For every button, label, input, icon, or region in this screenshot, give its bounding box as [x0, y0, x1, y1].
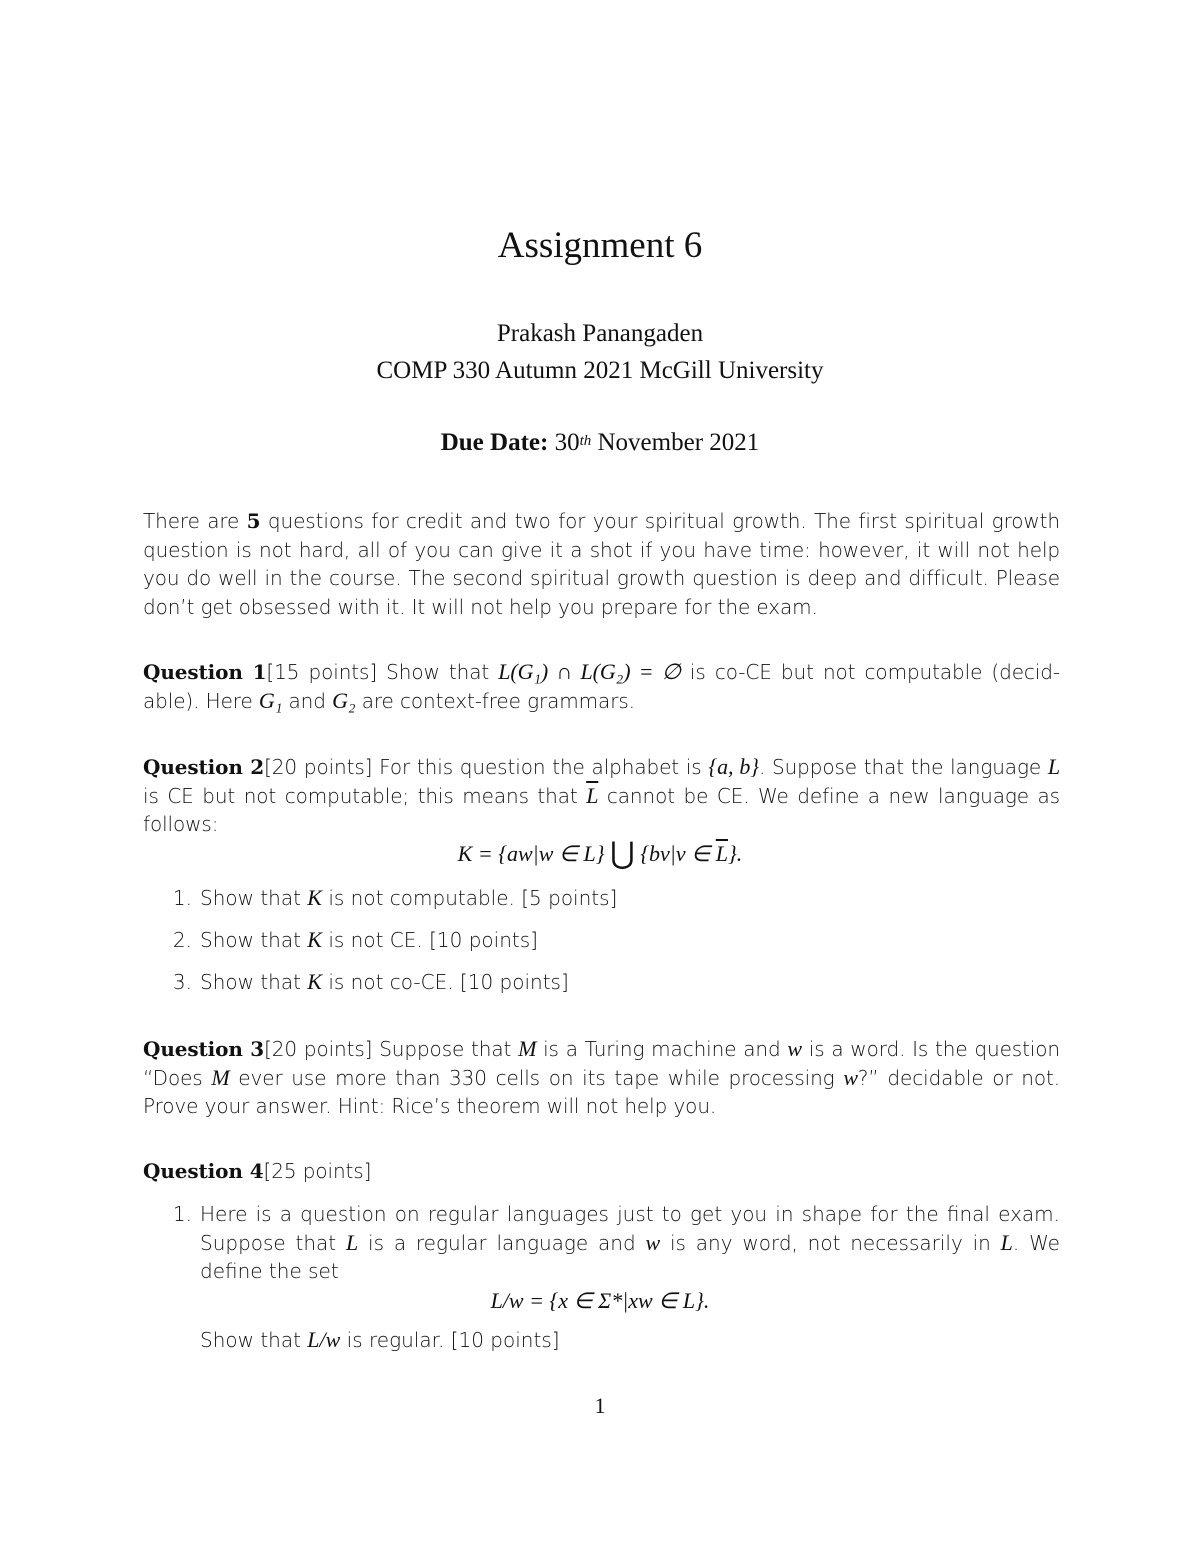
question-4-points: [25 points] [263, 1159, 372, 1183]
language-k: K [307, 927, 322, 952]
question-2-text: . Suppose that the language [758, 755, 1048, 779]
list-number: 3. [172, 970, 192, 994]
question-1-math: L(G₁) ∩ L(G₂) = ∅ [498, 659, 681, 684]
list-text: is not computable. [5 points] [321, 886, 618, 910]
list-item-continuation [168, 1326, 1060, 1355]
list-text: Here is a question on regular languages just to get you in shape for the final exam. Suppose that [200, 1202, 1060, 1255]
list-text: Show that [200, 928, 308, 952]
machine-m: M [518, 1036, 537, 1061]
question-1-text: Show that [377, 660, 499, 684]
list-number: 1. [172, 1202, 192, 1226]
question-1 [143, 658, 1060, 715]
question-2-points: [20 points] [264, 755, 373, 779]
language-k: K [307, 969, 322, 994]
list-item [168, 968, 1060, 997]
list-text: is not co-CE. [10 points] [321, 970, 569, 994]
language-l: L [345, 1229, 359, 1255]
definition-k [0, 837, 1200, 869]
question-3-text: is a Turing machine and [536, 1037, 788, 1061]
list-text: is regular. [10 points] [340, 1328, 560, 1352]
question-3-text: ever use more than 330 cells on its tape while processing [229, 1065, 844, 1090]
question-1-heading: Question 1 [143, 660, 267, 684]
alphabet: {a, b} [708, 754, 759, 779]
page-number: 1 [594, 1393, 606, 1418]
language-l-complement: $\overline{L}$ [586, 782, 599, 808]
page-title: Assignment 6 [497, 225, 703, 266]
question-4 [143, 1157, 1060, 1186]
definition-k-end: }. [728, 841, 743, 866]
definition-k-left: K = {aw|w ∈ L} [457, 841, 605, 866]
language-l: L [1047, 754, 1061, 779]
question-3-heading: Question 3 [143, 1037, 265, 1061]
question-4-heading: Question 4 [143, 1159, 264, 1183]
list-text: Show that [200, 1328, 308, 1352]
definition-quotient [0, 1286, 1200, 1316]
list-item [168, 1200, 1060, 1286]
question-1-points: [15 points] [266, 660, 378, 684]
due-day-suffix: th [579, 433, 592, 449]
list-text: is not CE. [10 points] [321, 928, 538, 952]
question-1-text: are context-free grammars. [355, 688, 635, 713]
list-text: Show that [200, 970, 308, 994]
due-date [0, 426, 1200, 460]
question-1-text: is co-CE but not computable (decid-able). Here [143, 660, 1060, 713]
question-2-text: is CE but not computable; this means that [143, 783, 587, 808]
list-item [168, 884, 1060, 913]
list-text: Show that [200, 886, 308, 910]
definition-k-right: {bv|v ∈ [640, 841, 716, 866]
question-2 [143, 753, 1060, 839]
grammar-g2: G₂ [332, 687, 356, 713]
list-number: 1. [172, 886, 192, 910]
question-2-heading: Question 2 [143, 755, 265, 779]
question-3-text: ?” decidable or not. Prove your answer. Hint: Rice’s theorem will not help you. [143, 1065, 1060, 1118]
intro-paragraph [143, 507, 1060, 621]
quotient-formula: L/w = {x ∈ Σ*|xw ∈ L}. [490, 1288, 710, 1313]
list-number: 2. [172, 928, 192, 952]
big-union-symbol: ⋃ [610, 837, 635, 870]
question-count: 5 [246, 509, 261, 533]
quotient-language: L/w [307, 1327, 341, 1352]
question-3-points: [20 points] [264, 1037, 373, 1061]
list-item [168, 926, 1060, 955]
list-text: is a regular language and [358, 1230, 646, 1255]
question-1-text: and [282, 688, 333, 713]
definition-k-lbar: $\overline{L}$ [715, 841, 728, 866]
list-text: is any word, not necessarily in [660, 1230, 1001, 1255]
word-w: w [787, 1036, 802, 1061]
question-3 [143, 1035, 1060, 1121]
question-3-text: Suppose that [372, 1037, 519, 1061]
author-name: Prakash Panangaden [496, 320, 704, 347]
question-2-text: cannot be CE. We define a new language as follows: [143, 783, 1060, 836]
intro-text-2: questions for credit and two for your spiritual growth. The first spiritual growth question is not hard, all of you can give it a shot if you have time: however, it will not help you do well in the course. The second spiritual growth question is deep and difficult. Please don’t get obsessed with it. It will not help you prepare for the exam. [143, 509, 1060, 619]
question-2-text: For this question the alphabet is [372, 755, 709, 779]
word-w: w [843, 1064, 858, 1090]
due-date-label: Due Date: [440, 429, 549, 456]
course-line: COMP 330 Autumn 2021 McGill University [376, 357, 824, 384]
question-3-text: is a word. Is the question “Does [143, 1037, 1060, 1090]
language-k: K [307, 885, 322, 910]
intro-text-1: There are [143, 509, 247, 533]
language-l: L [1000, 1229, 1013, 1255]
due-day: 30 [554, 429, 580, 456]
machine-m: M [211, 1064, 230, 1090]
due-month-year: November 2021 [597, 429, 760, 456]
word-w: w [645, 1229, 661, 1255]
list-text: . We define the set [200, 1230, 1060, 1283]
grammar-g1: G₁ [258, 687, 283, 713]
